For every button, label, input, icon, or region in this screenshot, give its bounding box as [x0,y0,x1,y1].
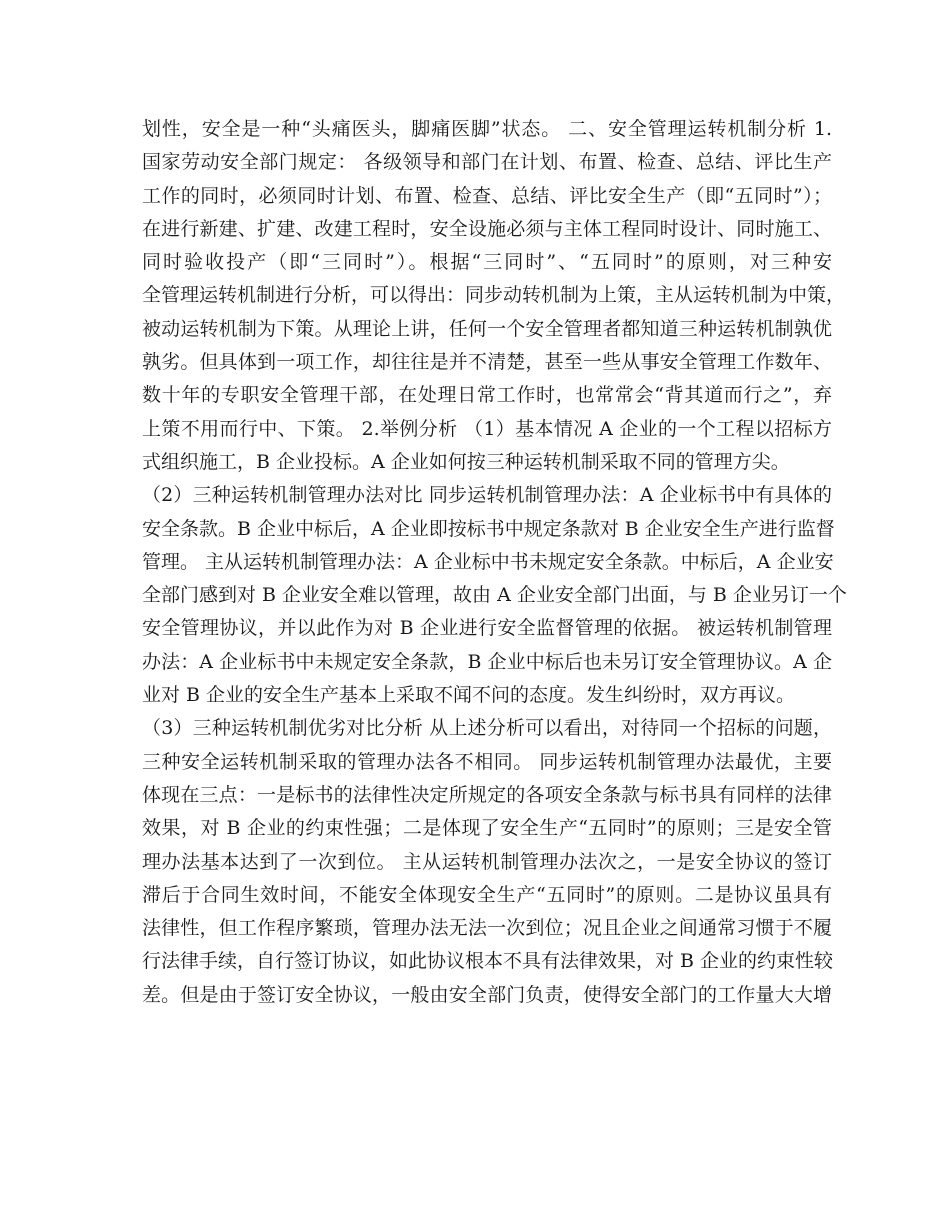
text-line: 全部门感到对 B 企业安全难以管理，故由 A 企业安全部门出面，与 B 企业另订一个 [142,584,847,607]
text-line: 被动运转机制为下策。从理论上讲，任何一个安全管理者都知道三种运转机制孰优 [142,317,832,340]
text-line: 划性，安全是一种“头痛医头，脚痛医脚”状态。 二、安全管理运转机制分析 1. [142,118,832,140]
text-line: 滞后于合同生效时间，不能安全体现安全生产“五同时”的原则。二是协议虽具有 [142,883,832,906]
text-line: 国家劳动安全部门规定： 各级领导和部门在计划、布置、检查、总结、评比生产 [142,151,832,174]
text-line: 式组织施工，B 企业投标。A 企业如何按三种运转机制采取不同的管理方尖。 [142,450,790,473]
text-line: 体现在三点：一是标书的法律性决定所规定的各项安全条款与标书具有同样的法律 [142,783,832,806]
text-line: 三种安全运转机制采取的管理办法各不相同。 同步运转机制管理办法最优，主要 [142,750,832,773]
text-line: 数十年的专职安全管理干部，在处理日常工作时，也常常会“背其道而行之”，弃 [142,384,832,407]
text-line: （3）三种运转机制优劣对比分析 从上述分析可以看出，对待同一个招标的问题， [142,717,832,740]
text-line: 管理。 主从运转机制管理办法：A 企业标中书未规定安全条款。中标后，A 企业安 [142,550,834,573]
text-line: 全管理运转机制进行分析，可以得出：同步动转机制为上策，主从运转机制为中策， [142,284,846,307]
text-line: 办法：A 企业标书中未规定安全条款，B 企业中标后也未另订安全管理协议。A 企 [142,650,832,673]
body-paragraph [142,113,847,1012]
text-line: 行法律手续，自行签订协议，如此协议根本不具有法律效果，对 B 企业的约束性较 [142,950,834,973]
text-line: 差。但是由于签订安全协议，一般由安全部门负责，使得安全部门的工作量大大增 [142,983,832,1006]
text-line: 效果，对 B 企业的约束性强；二是体现了安全生产“五同时”的原则；三是安全管 [142,817,832,840]
text-line: 安全管理协议，并以此作为对 B 企业进行安全监督管理的依据。 被运转机制管理 [142,617,832,640]
text-line: 孰劣。但具体到一项工作，却往往是并不清楚，甚至一些从事安全管理工作数年、 [142,351,832,374]
text-line: 法律性，但工作程序繁琐，管理办法无法一次到位；况且企业之间通常习惯于不履 [142,917,832,940]
text-line: 工作的同时，必须同时计划、布置、检查、总结、评比安全生产（即“五同时”）； [142,184,832,207]
text-line: 理办法基本达到了一次到位。 主从运转机制管理办法次之，一是安全协议的签订 [142,850,832,873]
text-line: 业对 B 企业的安全生产基本上采取不闻不问的态度。发生纠纷时，双方再议。 [142,684,796,707]
text-line: （2）三种运转机制管理办法对比 同步运转机制管理办法：A 企业标书中有具体的 [142,484,832,507]
text-line: 安全条款。B 企业中标后，A 企业即按标书中规定条款对 B 企业安全生产进行监督 [142,517,835,540]
text-line: 上策不用而行中、下策。 2.举例分析 （1）基本情况 A 企业的一个工程以招标方 [142,417,832,440]
text-line: 在进行新建、扩建、改建工程时，安全设施必须与主体工程同时设计、同时施工、 [142,217,832,240]
text-line: 同时验收投产（即“三同时”）。根据“三同时”、“五同时”的原则，对三种安 [142,251,832,274]
